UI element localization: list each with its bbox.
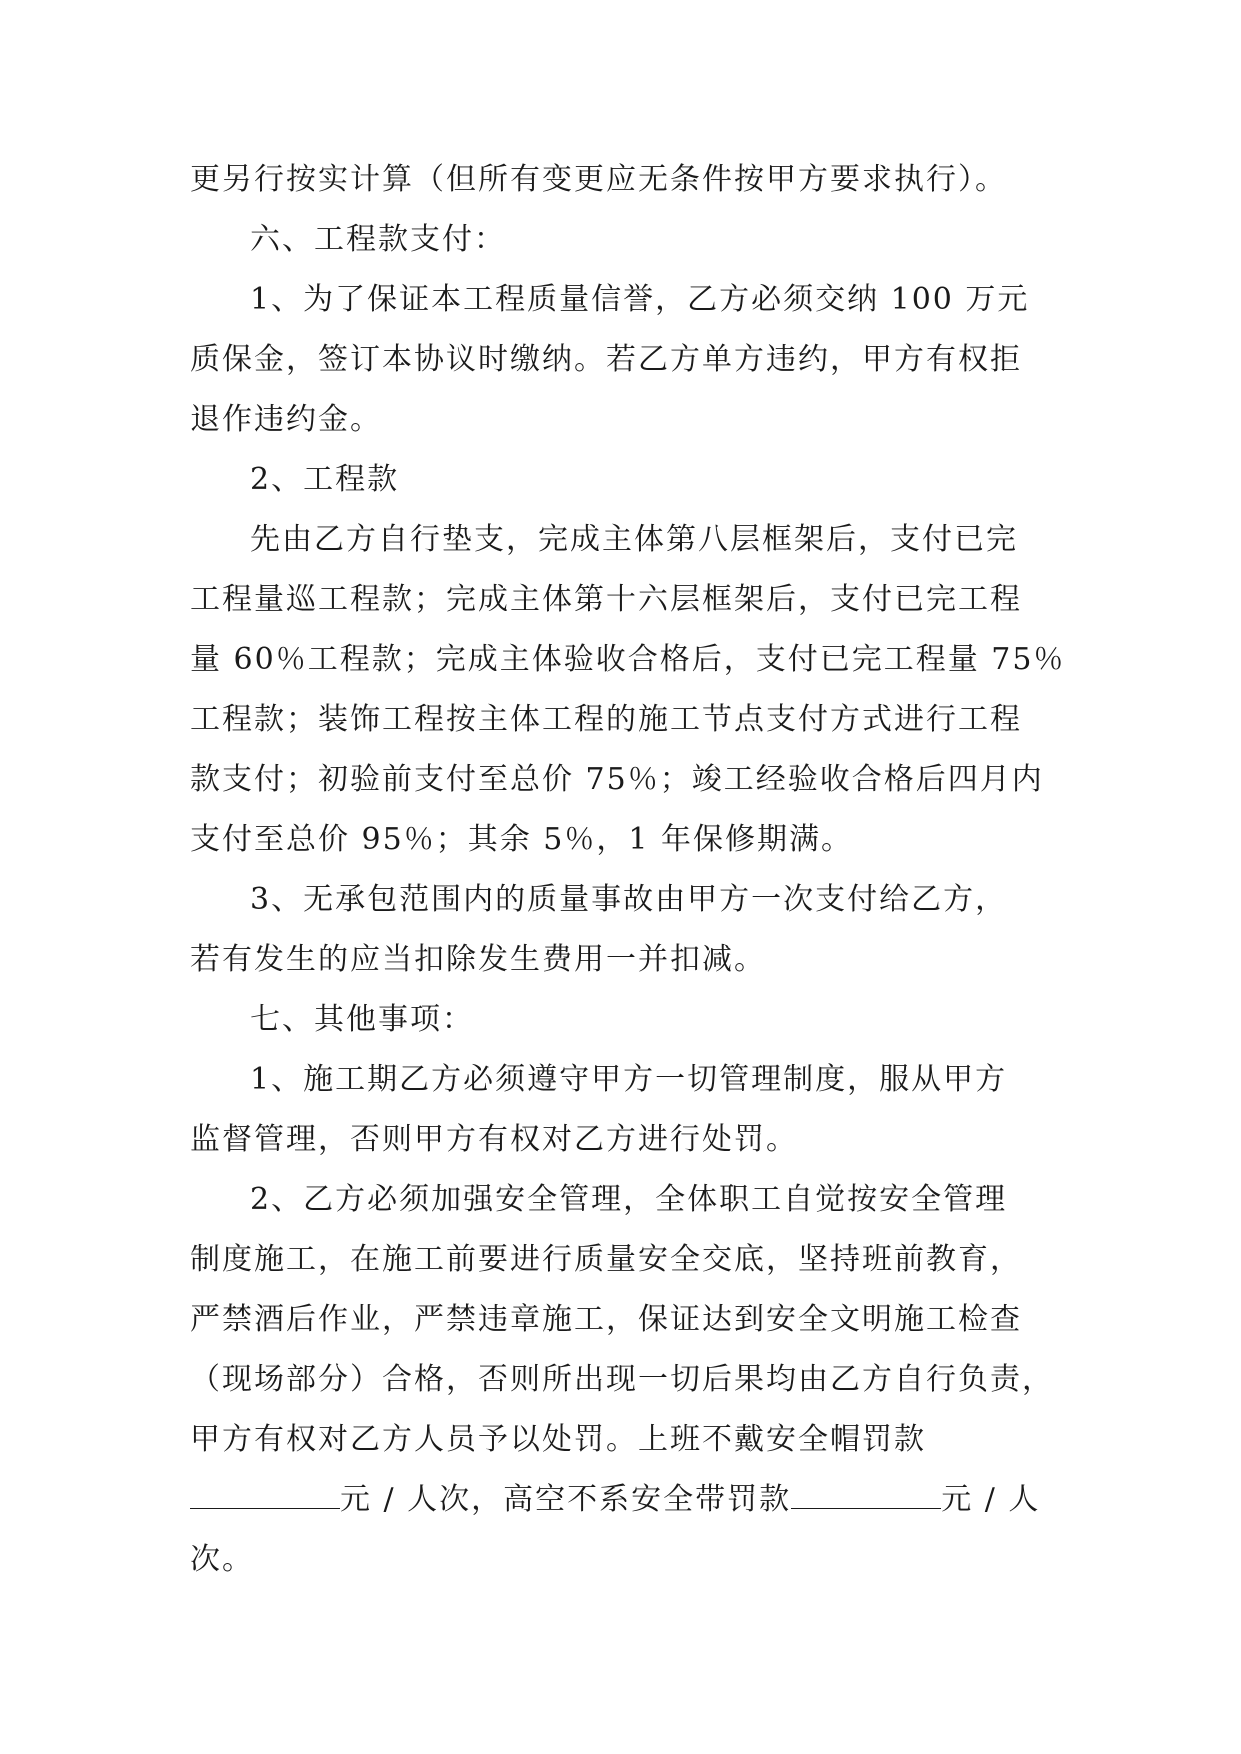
paragraph-line: 先由乙方自行垫支，完成主体第八层框架后，支付已完 [250, 522, 1018, 557]
paragraph-line: 监督管理，否则甲方有权对乙方进行处罚。 [190, 1122, 798, 1157]
paragraph-line: 量 60％工程款；完成主体验收合格后，支付已完工程量 75％ [190, 642, 1066, 677]
paragraph-line: （现场部分）合格，否则所出现一切后果均由乙方自行负责， [190, 1362, 1054, 1397]
paragraph-line: 次。 [190, 1542, 254, 1577]
paragraph-line: 支付至总价 95％；其余 5％，1 年保修期满。 [190, 822, 853, 857]
fine-text-part2: 元 / 人 [941, 1482, 1041, 1517]
blank-field-harness-fine [791, 1470, 941, 1509]
document-body [190, 150, 1070, 1590]
paragraph-line: 2、乙方必须加强安全管理，全体职工自觉按安全管理 [250, 1182, 1008, 1217]
paragraph-line: 工程量巡工程款；完成主体第十六层框架后，支付已完工程 [190, 582, 1022, 617]
fine-line [190, 1470, 1070, 1530]
paragraph-line: 3、无承包范围内的质量事故由甲方一次支付给乙方， [250, 882, 1008, 917]
paragraph-line: 1、施工期乙方必须遵守甲方一切管理制度，服从甲方 [250, 1062, 1008, 1097]
fine-text-part1: 元 / 人次，高空不系安全带罚款 [340, 1482, 792, 1517]
section-heading-seven: 七、其他事项： [250, 1002, 474, 1037]
paragraph-line: 更另行按实计算（但所有变更应无条件按甲方要求执行）。 [190, 162, 1007, 197]
paragraph-line: 制度施工，在施工前要进行质量安全交底，坚持班前教育， [190, 1242, 1022, 1277]
blank-field-helmet-fine [190, 1470, 340, 1509]
paragraph-line: 若有发生的应当扣除发生费用一并扣减。 [190, 942, 766, 977]
section-heading-six: 六、工程款支付： [250, 222, 506, 257]
paragraph-line: 款支付；初验前支付至总价 75％；竣工经验收合格后四月内 [190, 762, 1044, 797]
paragraph-line: 严禁酒后作业，严禁违章施工，保证达到安全文明施工检查 [190, 1302, 1022, 1337]
paragraph-line: 甲方有权对乙方人员予以处罚。上班不戴安全帽罚款 [190, 1422, 926, 1457]
paragraph-line: 1、为了保证本工程质量信誉，乙方必须交纳 100 万元 [250, 282, 1030, 317]
paragraph-line: 工程款；装饰工程按主体工程的施工节点支付方式进行工程 [190, 702, 1022, 737]
paragraph-line: 退作违约金。 [190, 402, 382, 437]
subheading-engineering-payment: 2、工程款 [250, 462, 400, 497]
paragraph-line: 质保金，签订本协议时缴纳。若乙方单方违约，甲方有权拒 [190, 342, 1022, 377]
